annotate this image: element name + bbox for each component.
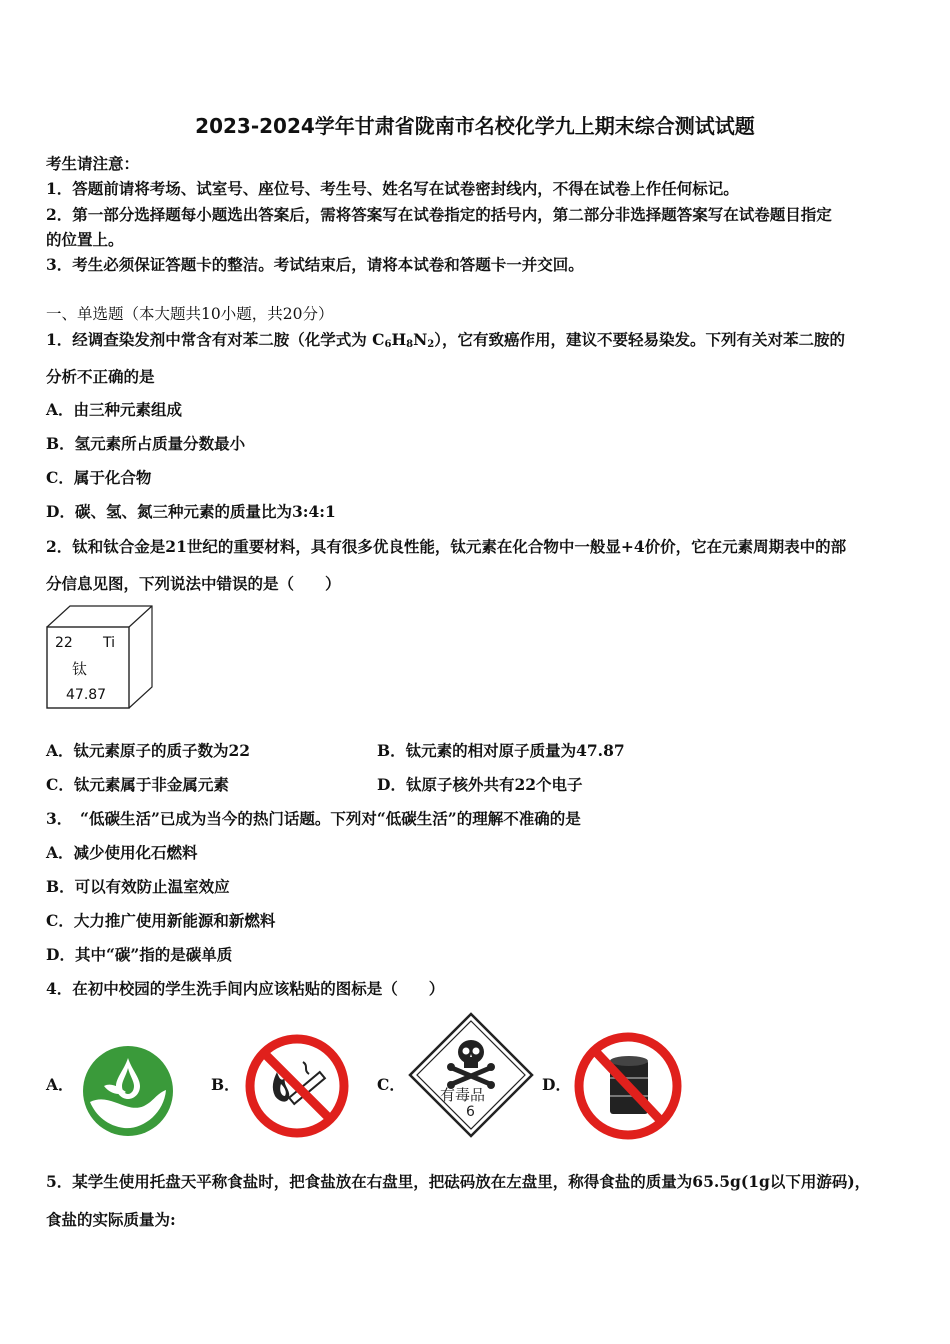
notice-item: 2．第一部分选择题每小题选出答案后，需将答案写在试卷指定的括号内，第二部分非选择题答案写在试卷题目指定 xyxy=(46,205,832,224)
question-2-stem: 2．钛和钛合金是21世纪的重要材料，具有很多优良性能，钛元素在化合物中一般显+4价价，它在元素周期表中的部 xyxy=(46,537,847,556)
atomic-mass: 47.87 xyxy=(66,687,107,703)
page-title: 2023-2024学年甘肃省陇南市名校化学九上期末综合测试试题 xyxy=(195,114,755,138)
notice-item: 3．考生必须保证答题卡的整洁。考试结束后，请将本试卷和答题卡一并交回。 xyxy=(46,255,584,274)
option-b: B．氢元素所占质量分数最小 xyxy=(46,434,246,453)
water-saving-icon xyxy=(80,1044,176,1138)
option-a: A．减少使用化石燃料 xyxy=(46,843,198,862)
sign-a-label: A． xyxy=(46,1075,74,1094)
notice-heading: 考生请注意： xyxy=(46,154,140,173)
option-d: D．其中“碳”指的是碳单质 xyxy=(46,945,233,964)
option-c: C．钛元素属于非金属元素 xyxy=(46,775,229,794)
option-c: C．属于化合物 xyxy=(46,468,152,487)
no-oil-drum-icon xyxy=(572,1030,684,1142)
toxic-sign-class: 6 xyxy=(466,1104,475,1120)
option-a: A．由三种元素组成 xyxy=(46,400,183,419)
sign-b-label: B． xyxy=(211,1075,240,1094)
atomic-number: 22 xyxy=(55,635,73,651)
question-5-stem: 5．某学生使用托盘天平称食盐时，把食盐放在右盘里，把砝码放在左盘里，称得食盐的质量为65.5g(1g以下用游码)， xyxy=(46,1172,871,1191)
option-b: B．可以有效防止温室效应 xyxy=(46,877,230,896)
question-3-stem: 3． “低碳生活”已成为当今的热门话题。下列对“低碳生活”的理解不准确的是 xyxy=(46,809,581,828)
option-b: B．钛元素的相对原子质量为47.87 xyxy=(377,741,625,760)
element-symbol: Ti xyxy=(103,635,116,651)
question-1-stem-cont: 分析不正确的是 xyxy=(46,367,155,386)
periodic-element-box xyxy=(46,605,154,709)
sign-d-label: D． xyxy=(542,1075,571,1094)
option-d: D．钛原子核外共有22个电子 xyxy=(377,775,583,794)
no-smoking-icon xyxy=(243,1032,351,1140)
notice-item: 的位置上。 xyxy=(46,230,124,249)
element-name: 钛 xyxy=(72,660,88,678)
toxic-sign-text: 有毒品 xyxy=(440,1086,486,1104)
sign-c-label: C． xyxy=(377,1075,405,1094)
question-5-stem-cont: 食盐的实际质量为: xyxy=(46,1210,176,1229)
question-1-stem: 1．经调查染发剂中常含有对苯二胺（化学式为 $C_6H_8N_2$），它有致癌作用，建议不要轻易染发。下列有关对苯二胺的 xyxy=(46,330,846,350)
section-heading: 一、单选题（本大题共10小题，共20分） xyxy=(46,305,334,323)
option-a: A．钛元素原子的质子数为22 xyxy=(46,741,251,760)
question-2-stem-cont: 分信息见图，下列说法中错误的是（ ） xyxy=(46,574,341,593)
option-d: D．碳、氢、氮三种元素的质量比为3:4:1 xyxy=(46,502,336,521)
option-c: C．大力推广使用新能源和新燃料 xyxy=(46,911,276,930)
question-4-stem: 4．在初中校园的学生洗手间内应该粘贴的图标是（ ） xyxy=(46,979,445,998)
notice-item: 1．答题前请将考场、试室号、座位号、考生号、姓名写在试卷密封线内，不得在试卷上作任何标记。 xyxy=(46,179,739,198)
